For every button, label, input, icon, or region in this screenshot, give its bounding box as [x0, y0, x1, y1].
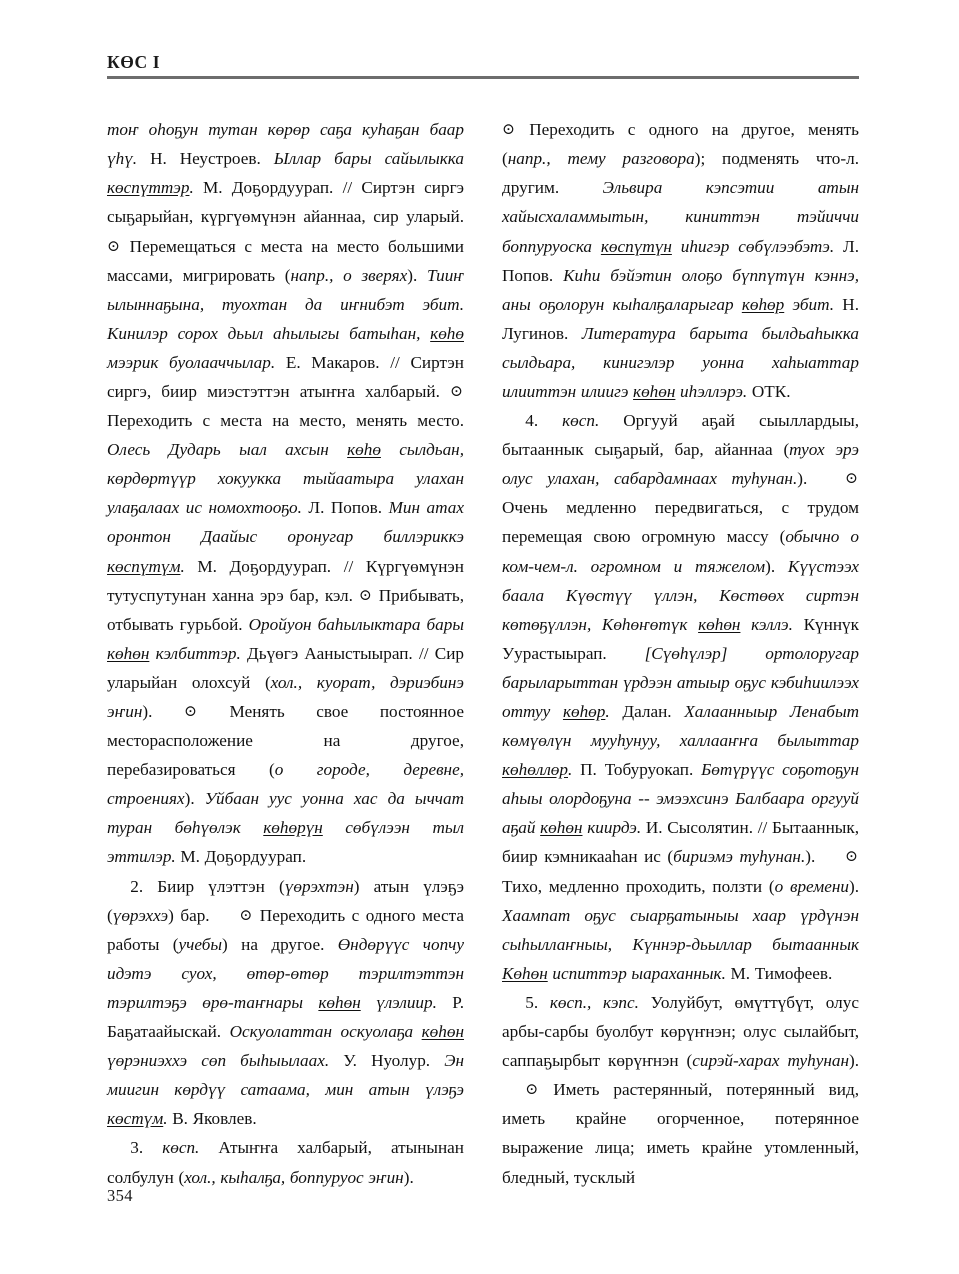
headword-reference: Көһөн: [502, 963, 548, 983]
russian-gloss: ).: [797, 469, 822, 489]
russian-gloss: ).: [403, 1167, 414, 1187]
headword-reference: көһөр: [562, 702, 606, 721]
headword-reference: көһөн: [540, 818, 583, 838]
sakha-example: сылдьан, көрдөртүүр хокуукка тыйаатыра улахан улаҕалаах ис номохтооҕо.: [107, 440, 464, 518]
russian-gloss: Очень медленно передвигаться, с трудом перемещая свою огромную массу (: [502, 498, 859, 547]
russian-gloss: ).: [765, 556, 788, 576]
sakha-example: сирэй-харах туһунан: [692, 1051, 849, 1071]
citation-source: Л. Попов.: [301, 498, 389, 518]
column-container: [107, 115, 859, 1191]
sakha-example: сөбүлээн тыл эттилэр.: [107, 818, 464, 867]
sense-number: 5.: [525, 992, 550, 1012]
headword-reference: көһөн: [633, 381, 676, 401]
headword-reference: көһөн: [698, 614, 741, 634]
sakha-example: .: [568, 760, 573, 780]
translation-marker-icon: ⊙: [502, 121, 515, 139]
russian-gloss: ).: [142, 702, 184, 721]
russian-gloss: Оргууй аҕай сыыллардыы, бытааннык сыҕарый, бар, айаннаа (: [502, 411, 859, 460]
sakha-example: үөрэхтэн: [284, 876, 354, 896]
sakha-example: Тииҥ ылыннаҕына, туохтан да иҥнибэт эбит. Кинилэр сорох дьыл аһылыгы батыһан,: [107, 265, 464, 343]
citation-source: Далан.: [609, 702, 685, 721]
sakha-example: Киһи бэйэтин олоҕо бүппүтүн кэннэ, аны оҕолорун кыһалҕаларыгар: [502, 265, 859, 314]
russian-gloss: ).: [848, 876, 860, 896]
russian-gloss: Сиртэн сиргэ, биир миэстэттэн атыҥҥа халбарый.: [107, 352, 464, 401]
russian-gloss: ); подменять что-л. другим.: [502, 149, 859, 198]
text-column-left: [107, 115, 464, 1191]
entry-paragraph: [502, 988, 859, 1192]
headword-reference: көһөн: [421, 1022, 464, 1042]
citation-source: М. Доҕордуурап.: [175, 847, 307, 867]
entry-paragraph: [107, 1133, 464, 1191]
citation-source: В. Яковлев.: [167, 1109, 257, 1129]
sakha-example: эбит.: [784, 294, 835, 314]
citation-source: М. Доҕордуурап. //: [184, 556, 366, 576]
headword-reference: көһө: [347, 440, 381, 460]
translation-marker-icon: ⊙: [844, 848, 858, 866]
usage-label: көсп.: [162, 1138, 200, 1158]
translation-marker-icon: ⊙: [358, 586, 372, 604]
sakha-example: туох эрэ олус улахан, сабардамнаах туһунан.: [502, 440, 859, 489]
russian-gloss: ).: [407, 265, 427, 285]
russian-gloss: ).: [805, 847, 822, 867]
headword-reference: көһөн: [318, 992, 361, 1012]
sakha-example: напр., о зверях: [290, 265, 408, 285]
sense-number: 2.: [130, 876, 158, 896]
sakha-example: Халаанныыр Ленабыт көмүөлүн мууһунуу, халлааҥҥа былыттар: [502, 702, 859, 751]
running-head: КӨС I: [107, 52, 161, 72]
sakha-example: киирдэ.: [582, 818, 642, 838]
sakha-example: .: [180, 556, 185, 576]
russian-gloss: ) атын үлэҕэ (: [107, 876, 464, 925]
russian-gloss: ) бар.: [168, 905, 217, 925]
text-column-right: [502, 115, 859, 1191]
citation-source: Дьүөгэ Ааныстыырап. //: [240, 643, 435, 663]
translation-marker-icon: ⊙: [525, 1081, 539, 1099]
russian-gloss: Переходить с одного места работы (: [107, 905, 464, 954]
sakha-example: хол., куорат, дэриэбинэ эҥин: [107, 672, 464, 721]
citation-source: У. Нуолур.: [329, 1051, 445, 1071]
citation-source: М. Тимофеев.: [725, 963, 833, 983]
sakha-example: иһигэр сөбүлээбэтэ.: [671, 236, 835, 256]
sakha-example: о времени: [774, 876, 849, 896]
russian-gloss: Тихо, медленно проходить, ползти (: [502, 876, 775, 896]
sakha-example: бириэмэ туһунан.: [673, 847, 806, 867]
sakha-example: Мин атах оронтон Даайыс оронугар биллэриккэ: [107, 498, 464, 547]
sakha-example: Оройуон баһылыктара бары: [248, 614, 464, 634]
russian-gloss: Сиртэн сиргэ сыҕарыйан, күргүөмүнэн айаннаа, сир уларый.: [107, 178, 464, 227]
sakha-example: Хаампат оҕус сыарҕатыныы хаар үрдүнэн сыһыллаҥныы, Күннэр-дьыллар бытааннык: [502, 905, 859, 954]
russian-gloss: Сир уларыйан олохсуй (: [107, 643, 465, 692]
citation-source: Л. Попов.: [502, 236, 859, 285]
translation-marker-icon: ⊙: [239, 906, 253, 924]
sakha-example: үөрэххэ: [112, 905, 169, 925]
citation-source: П. Тобуруокап.: [572, 760, 702, 780]
russian-gloss: Биир үлэттэн (: [157, 876, 285, 896]
citation-source: ОТК.: [747, 381, 791, 401]
page-body: [107, 52, 859, 1192]
headword-reference: көстүм: [107, 1109, 164, 1129]
sakha-example: учебы: [178, 934, 223, 954]
russian-gloss: Атыҥҥа халбарый, атынынан солбулун (: [107, 1138, 464, 1187]
entry-paragraph: [502, 406, 859, 988]
running-head-rule: [107, 76, 859, 79]
page-number: 354: [107, 1186, 133, 1205]
headword-reference: көһөн: [107, 643, 150, 663]
citation-source: И. Сысолятин. //: [641, 818, 772, 838]
sakha-example: үөрэниэххэ сөп быһыылаах.: [107, 1051, 330, 1071]
sakha-example: .: [605, 702, 610, 721]
sakha-example: обычно о ком-чем-л. огромном и тяжелом: [502, 527, 859, 576]
sakha-example: Ыллар бары сайылыкка: [273, 149, 464, 169]
entry-paragraph: [107, 872, 464, 1134]
sense-number: 3.: [130, 1138, 163, 1158]
sakha-example: хол., кыһалҕа, боппуруос эҥин: [184, 1167, 404, 1187]
sakha-example: напр., тему разговора: [507, 149, 695, 169]
russian-gloss: Уолуйбут, өмүттүбүт, олус арбы-сарбы буолбут көрүҥнэн; олус сылайбыт, саппаҕырбыт көрүҥнэн (: [502, 992, 859, 1071]
translation-marker-icon: ⊙: [450, 382, 463, 400]
sakha-example: Литература барыта былдьаһыкка сылдьара, кинигэлэр уонна хаһыаттар илииттэн илиигэ: [502, 323, 860, 401]
sakha-example: иһэллэрэ.: [675, 381, 748, 401]
sakha-example: Өндөрүүс чопчу идэтэ суох, өтөр-өтөр тэрилтэттэн тэрилтэҕэ өрө-таҥнары: [107, 934, 464, 1012]
headword-reference: көһөллөр: [502, 760, 568, 780]
russian-gloss: ).: [848, 1051, 860, 1071]
translation-marker-icon: ⊙: [107, 237, 120, 255]
russian-gloss: Менять свое постоянное месторасположение на другое, перебазироваться (: [107, 702, 464, 780]
entry-paragraph: [107, 115, 464, 871]
sakha-example: о городе, деревне, строениях: [107, 760, 464, 809]
russian-gloss: Күргүөмүнэн тутуспутунан ханна эрэ бар, кэл.: [107, 556, 464, 605]
sakha-example: Эльвира кэпсэтии атын хайысхаламмытын, киниттэн тэйиччи боппуруоска: [502, 178, 859, 256]
russian-gloss: Бытааннык, биир кэмникааһан ис (: [502, 818, 859, 867]
russian-gloss: Иметь растерянный, потерянный вид, иметь крайне огорченное, потерянное выражение лица; иметь крайне утомленный, бледный, тусклый: [502, 1080, 859, 1187]
usage-label: көсп., кэпс.: [549, 992, 639, 1012]
sakha-example: .: [189, 178, 194, 198]
sense-number: 4.: [525, 411, 563, 431]
russian-gloss: Прибывать, отбывать гурьбой.: [107, 585, 464, 634]
citation-source: Р. Баҕатаайыскай.: [107, 992, 464, 1042]
russian-gloss: Переходить с места на место, менять место.: [107, 411, 464, 431]
sakha-example: Эн миигин көрдүү сатаама, мин атын үлэҕэ: [107, 1051, 464, 1100]
sakha-example: Олесь Дударь ыал ахсын: [107, 440, 348, 460]
russian-gloss: Перемещаться с места на место большими массами, мигрировать (: [107, 236, 464, 285]
sakha-example: үлэлиир.: [360, 992, 437, 1012]
headword-reference: көспүтүм: [107, 556, 181, 576]
citation-source: Е. Макаров. //: [275, 352, 411, 372]
usage-label: көсп.: [562, 411, 600, 431]
citation-source: Күннүк Уурастыырап.: [502, 614, 859, 663]
sakha-example: испиттэр ыараханнык.: [547, 963, 726, 983]
sakha-example: Күүстээх баала Күөстүү үллэн, Көстөөх сиртэн көтөҕүллэн, Көһөҥөтүк: [502, 556, 859, 634]
headword-reference: көһөр: [741, 294, 785, 314]
citation-source: Н. Неустроев.: [137, 149, 274, 169]
sakha-example: кэллэ.: [740, 614, 793, 634]
headword-reference: көспүтүн: [600, 236, 672, 256]
sakha-example: мээрик буолааччылар.: [107, 352, 276, 372]
russian-gloss: ) на другое.: [222, 934, 338, 954]
sakha-example: .: [163, 1109, 168, 1129]
sakha-example: Уйбаан уус уонна хас да ыччат туран бөһүөлэк: [107, 789, 464, 838]
headword-reference: көһөрүн: [263, 818, 323, 838]
sakha-example: кэлбиттэр.: [149, 643, 241, 663]
sakha-example: [Сүөһүлэр] ортолоругар барыларыттан үрдээн атыыр оҕус кэбиһиилээх оттуу: [502, 643, 860, 721]
headword-reference: көһө: [430, 323, 464, 343]
translation-marker-icon: ⊙: [183, 703, 197, 720]
sakha-example: Бөтүрүүс соҕотоҕун аһыы олордоҕуна -- эмээхсинэ Балбаара оргууй аҕай: [502, 760, 859, 838]
sakha-example: Оскуолаттан оскуолаҕа: [229, 1022, 422, 1042]
russian-gloss: ).: [184, 789, 205, 809]
headword-reference: көспүттэр: [107, 178, 190, 198]
citation-source: М. Доҕордуурап. //: [193, 178, 362, 198]
entry-paragraph: [502, 115, 859, 406]
translation-marker-icon: ⊙: [845, 470, 858, 488]
citation-source: Н. Лугинов.: [502, 294, 859, 343]
sakha-example: тоҥ оһоҕун тутан көрөр саҕа куһаҕан баар үһү.: [107, 120, 464, 169]
russian-gloss: Переходить с одного на другое, менять (: [502, 120, 859, 169]
